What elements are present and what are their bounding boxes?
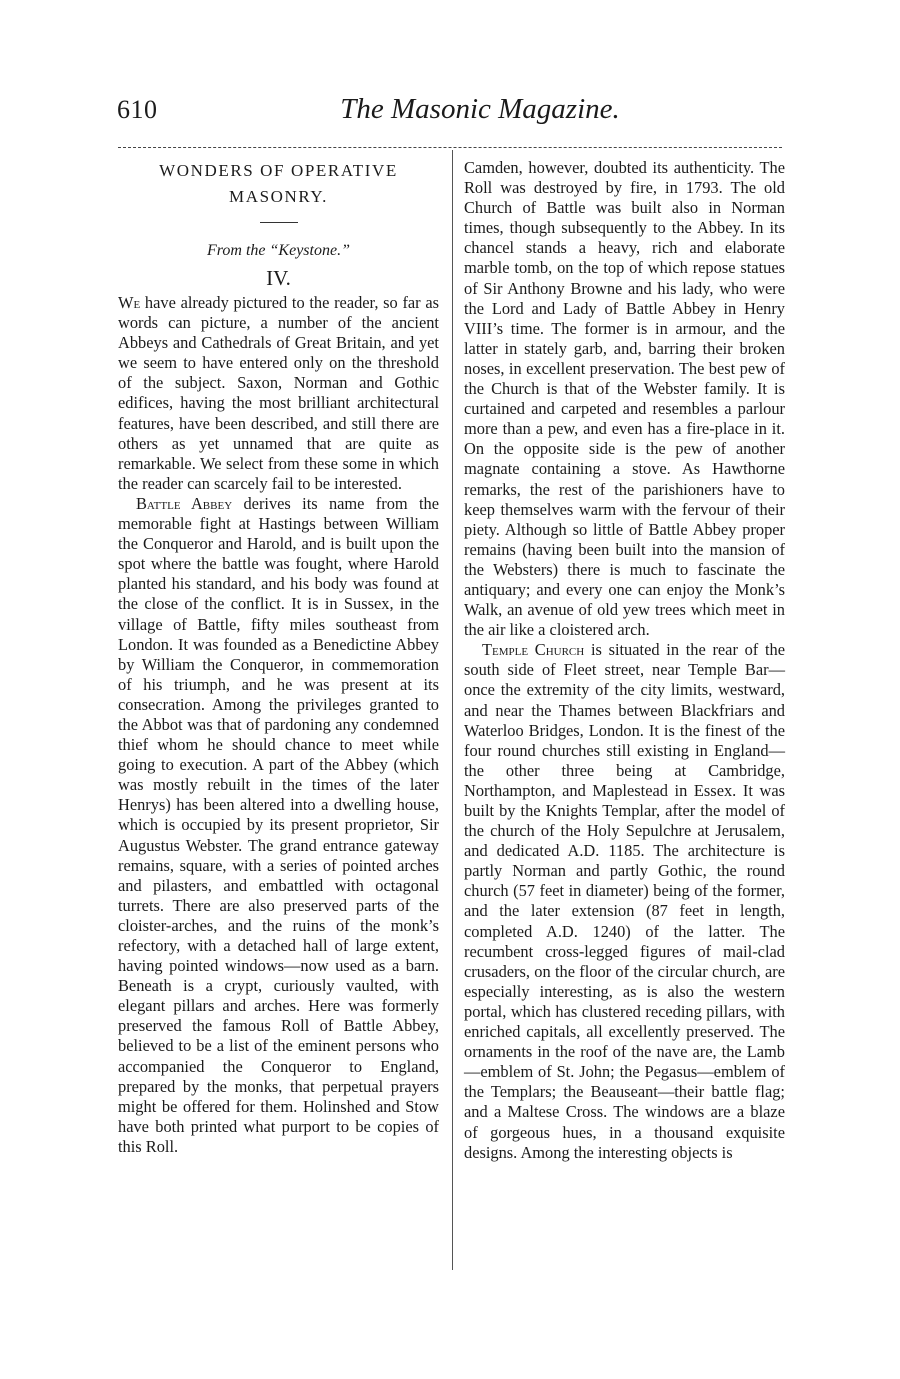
temple-church-text: is situated in the rear of the south side of Fleet street, near Temple Bar—once the extremity of the city limits, westward, and near the Thames between Blackfriars and Waterloo Bridges, London. It is the finest of the four round churches still existing in England—the other three being at Cambridge, Northampton, and Maplestead in Essex. It was built by the Knights Templar, after the model of the church of the Holy Sepulchre at Jerusalem, and dedicated A.D. 1185. The architecture is partly Norman and partly Gothic, the round church (57 feet in diameter) being of the former, and the later extension (87 feet in length, completed A.D. 1240) of the latter. The recumbent cross-legged figures of mail-clad crusaders, on the floor of the circular church, are especially interesting, as is also the western portal, which has clustered receding pillars, with enriched capitals, all excellently preserved. The ornaments in the roof of the nave are, the Lamb—emblem of St. John; the Pegasus—emblem of the Templars; the Beauseant—their battle flag; and a Maltese Cross. The windows are a blaze of gorgeous hues, in a thousand exquisite designs. Among the interesting objects is	[464, 640, 785, 1162]
title-rule	[260, 222, 298, 223]
article-part-number: IV.	[266, 266, 291, 290]
article-source: From the “Keystone.”	[207, 242, 350, 259]
page-number: 610	[117, 95, 158, 124]
battle-abbey-text: derives its name from the memorable fight at Hastings between William the Conqueror and Harold, and is built upon the spot where the battle was fought, where Harold planted his standard, and his body was found at the close of the conflict. It is in Sussex, in the village of Battle, fifty miles southeast from London. It was founded as a Benedictine Abbey by William the Conqueror, in commemoration of his triumph, and he was present at its consecration. Among the privileges granted to the Abbot was that of pardoning any condemned thief whom he should chance to meet while going to execution. A part of the Abbey (which was mostly rebuilt in the times of the later Henrys) has been altered into a dwelling house, which is occupied by its present proprietor, Sir Augustus Webster. The grand entrance gateway remains, square, with a series of pointed arches and pilasters, and embattled with octagonal turrets. There are also preserved parts of the cloister-arches, and the ruins of the monk’s refectory, with a detached hall of large extent, having pointed windows—now used as a barn. Beneath is a crypt, curiously vaulted, with elegant pillars and arches. Here was formerly preserved the famous Roll of Battle Abbey, believed to be a list of the eminent persons who accompanied the Conqueror to England, prepared by the monks, that perpetual prayers might be offered for them. Holinshed and Stow have both printed what purport to be copies of this Roll.	[118, 493, 439, 1156]
column-divider	[452, 150, 453, 1270]
battle-abbey-paragraph	[118, 494, 439, 1157]
battle-abbey-lead: Battle Abbey	[136, 493, 233, 513]
temple-church-lead: Temple Church	[482, 640, 585, 660]
right-column	[464, 158, 785, 1163]
header-rule	[118, 147, 782, 148]
continuation-paragraph: Camden, however, doubted its authenticity. The Roll was destroyed by fire, in 1793. The old Church of Battle was built also in Norman times, though subsequently to the Abbey. In its chancel stands a heavy, rich and elaborate marble tomb, on the top of which repose statues of Sir Anthony Browne and his lady, who were the Lord and Lady of Battle Abbey in Henry VIII’s time. The former is in armour, and the latter in stately garb, and, barring their broken noses, in excellent preservation. The best pew of the Church is that of the Webster family. It is curtained and carpeted and resembles a parlour more than a pew, and even has a fire-place in it. On the opposite side is the pew of another magnate containing a stove. As Hawthorne remarks, the rest of the parishioners have to keep themselves warm with the fervour of their piety. Although so little of Battle Abbey proper remains (having been built into the mansion of the Websters) there is much to fascinate the antiquary; and every one can enjoy the Monk’s Walk, an avenue of old yew trees which meet in the air like a cloistered arch.	[464, 158, 785, 640]
left-column	[118, 158, 439, 1157]
running-title: The Masonic Magazine.	[340, 93, 620, 125]
intro-paragraph	[118, 293, 439, 494]
intro-text: have already pictured to the reader, so far as words can picture, a number of the ancient Abbeys and Cathedrals of Great Britain, and yet we seem to have entered only on the threshold of the subject. Saxon, Norman and Gothic edifices, having the most brilliant architectural features, have been described, and still there are others as yet unnamed that are quite as remarkable. We select from these some in which the reader can scarcely fail to be interested.	[118, 293, 439, 493]
article-title: WONDERS OF OPERATIVE MASONRY.	[159, 161, 398, 206]
intro-dropcap: We	[118, 293, 141, 312]
temple-church-paragraph	[464, 640, 785, 1162]
